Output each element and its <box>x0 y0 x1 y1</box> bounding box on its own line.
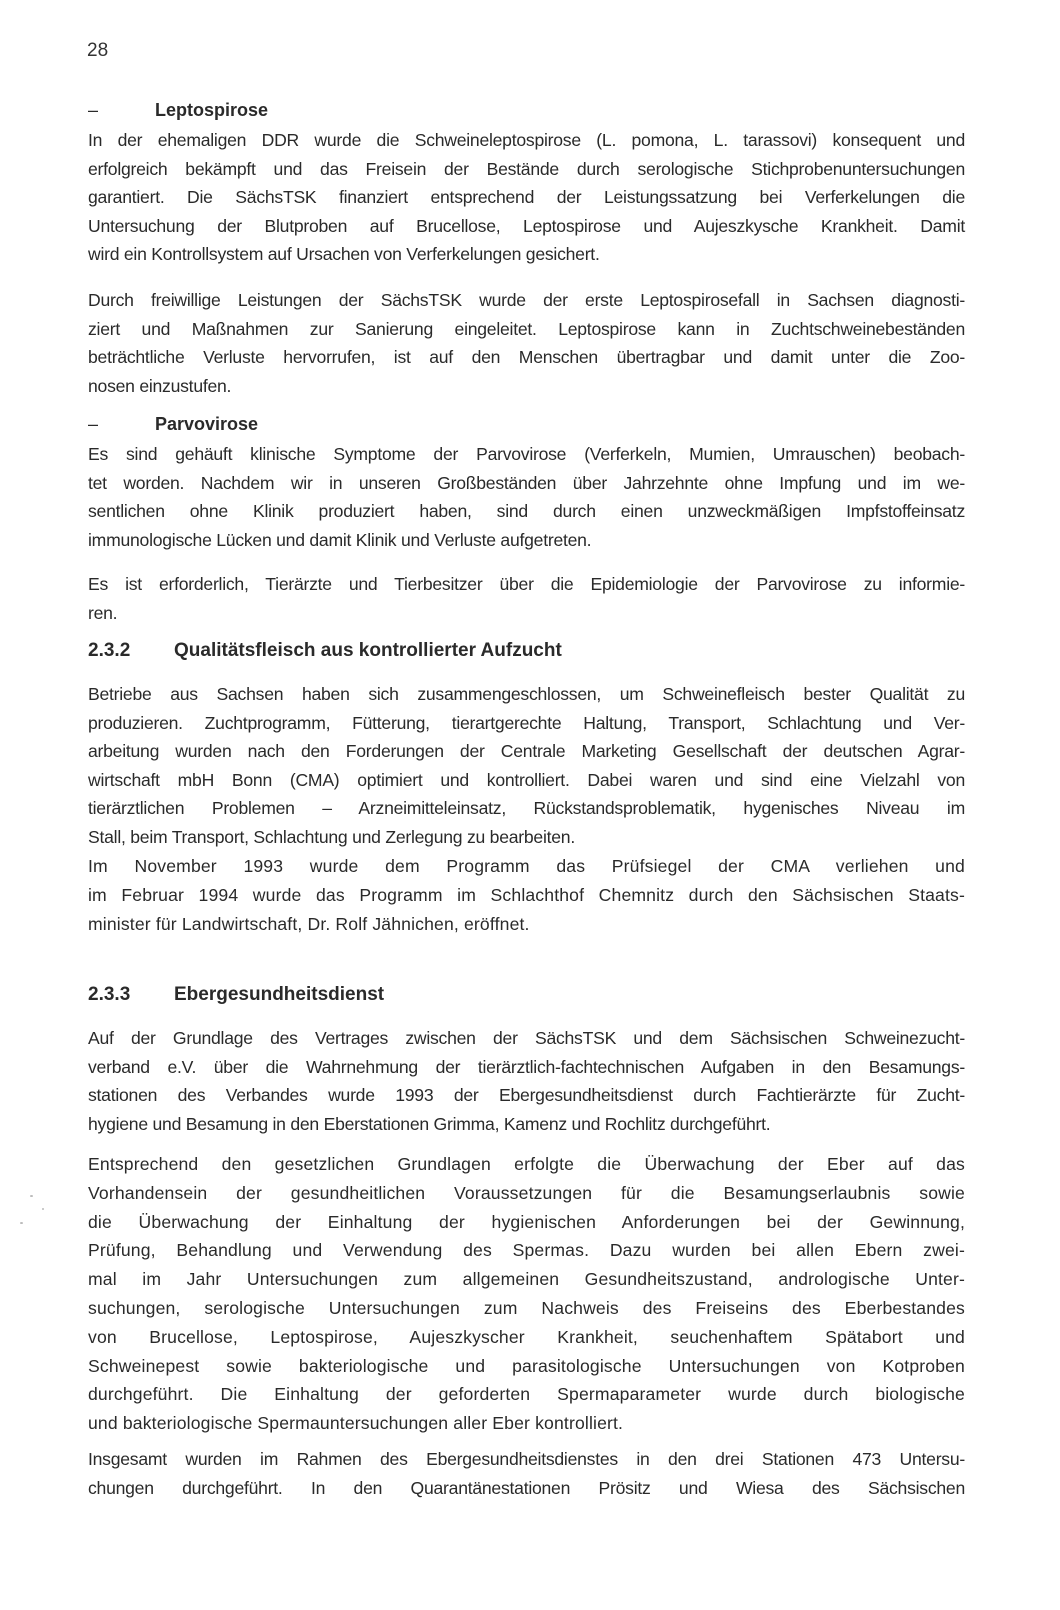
text-line: ren. <box>88 602 118 623</box>
text-line: Vorhandensein der gesundheitlichen Voraussetzungen für die Besamungserlaubnis sowie <box>88 1182 965 1203</box>
text-line: garantiert. Die SächsTSK finanziert entsprechend der Leistungssatzung bei Verferkelungen die <box>88 187 965 207</box>
text-line: hygiene und Besamung in den Eberstationen Grimma, Kamenz und Rochlitz durchgeführt. <box>88 1113 771 1134</box>
subheading-parvovirose <box>88 414 258 435</box>
text-line: Stall, beim Transport, Schlachtung und Zerlegung zu bearbeiten. <box>88 826 575 847</box>
paragraph-2-3-3-2 <box>88 1150 965 1438</box>
text-line: sentlichen ohne Klinik produziert haben, sind durch einen unzweckmäßigen Impfstoffeinsatz <box>88 501 965 521</box>
text-line: chungen durchgeführt. In den Quarantänestationen Prösitz und Wiesa des Sächsischen <box>88 1477 965 1498</box>
text-line: mal im Jahr Untersuchungen zum allgemeinen Gesundheitszustand, andrologische Unter- <box>88 1269 965 1290</box>
scan-speck <box>42 1208 44 1210</box>
text-line: minister für Landwirtschaft, Dr. Rolf Jähnichen, eröffnet. <box>88 913 530 934</box>
text-line: beträchtliche Verluste hervorrufen, ist auf den Menschen übertragbar und damit unter die Zoo- <box>88 347 965 367</box>
text-line: immunologische Lücken und damit Klinik und Verluste aufgetreten. <box>88 529 592 550</box>
text-line: Entsprechend den gesetzlichen Grundlagen erfolgte die Überwachung der Eber auf das <box>88 1154 965 1174</box>
paragraph-2-3-3-1 <box>88 1024 965 1138</box>
text-line: durchgeführt. Die Einhaltung der geforderten Spermaparameter wurde durch biologische <box>88 1384 965 1405</box>
text-line: im Februar 1994 wurde das Programm im Schlachthof Chemnitz durch den Sächsischen Staats- <box>88 884 965 905</box>
text-line: tet worden. Nachdem wir in unseren Großbeständen über Jahrzehnte ohne Impfung und im we- <box>88 472 965 493</box>
scan-speck <box>20 1222 23 1224</box>
text-line: Es ist erforderlich, Tierärzte und Tierbesitzer über die Epidemiologie der Parvovirose zu informie- <box>88 574 965 594</box>
text-line: Durch freiwillige Leistungen der SächsTSK wurde der erste Leptospirosefall in Sachsen diagnosti- <box>88 290 965 310</box>
subheading-title: Parvovirose <box>155 414 259 434</box>
text-line: produzieren. Zuchtprogramm, Fütterung, tierartgerechte Haltung, Transport, Schlachtung und Ver- <box>88 712 965 733</box>
paragraph-2-3-2-2 <box>88 852 965 938</box>
dash-bullet: – <box>88 100 99 120</box>
text-line: In der ehemaligen DDR wurde die Schweineleptospirose (L. pomona, L. tarassovi) konsequent und <box>88 130 965 150</box>
text-line: ziert und Maßnahmen zur Sanierung eingeleitet. Leptospirose kann in Zuchtschweinebeständen <box>88 318 965 339</box>
paragraph-2-3-3-3 <box>88 1445 965 1502</box>
section-number: 2.3.2 <box>88 640 131 661</box>
text-line: die Überwachung der Einhaltung der hygienischen Anforderungen bei der Gewinnung, <box>88 1211 965 1232</box>
text-line: Prüfung, Behandlung und Verwendung des Spermas. Dazu wurden bei allen Ebern zwei- <box>88 1240 965 1261</box>
text-line: verband e.V. über die Wahrnehmung der tierärztlich-fachtechnischen Aufgaben in den Besamungs- <box>88 1056 965 1077</box>
section-heading-2-3-3 <box>88 984 384 1006</box>
text-line: Auf der Grundlage des Vertrages zwischen der SächsTSK und dem Sächsischen Schweinezucht- <box>88 1028 965 1048</box>
text-line: wirtschaft mbH Bonn (CMA) optimiert und kontrolliert. Dabei waren und sind eine Vielzahl von <box>88 769 965 790</box>
text-line: von Brucellose, Leptospirose, Aujeszkyscher Krankheit, seuchenhaftem Spätabort und <box>88 1326 965 1347</box>
section-title: Ebergesundheitsdienst <box>174 984 385 1005</box>
text-line: wird ein Kontrollsystem auf Ursachen von Verferkelungen gesichert. <box>88 244 600 264</box>
paragraph-2-3-2-1 <box>88 680 965 851</box>
text-line: suchungen, serologische Untersuchungen zum Nachweis des Freiseins des Eberbestandes <box>88 1297 965 1318</box>
text-line: Es sind gehäuft klinische Symptome der Parvovirose (Verferkeln, Mumien, Umrauschen) beobach- <box>88 444 965 464</box>
paragraph-leptospirose-1 <box>88 126 965 269</box>
text-line: Schweinepest sowie bakteriologische und parasitologische Untersuchungen von Kotproben <box>88 1355 965 1376</box>
paragraph-leptospirose-2 <box>88 286 965 400</box>
text-line: erfolgreich bekämpft und das Freisein der Bestände durch serologische Stichprobenuntersuchungen <box>88 158 965 179</box>
paragraph-parvovirose-1 <box>88 440 965 554</box>
text-line: tierärztlichen Problemen – Arzneimitteleinsatz, Rückstandsproblematik, hygenisches Niveau im <box>88 798 965 818</box>
text-line: nosen einzustufen. <box>88 375 232 396</box>
subheading-title: Leptospirose <box>155 100 269 120</box>
dash-bullet: – <box>88 414 99 434</box>
text-line: stationen des Verbandes wurde 1993 der Ebergesundheitsdienst durch Fachtierärzte für Zucht- <box>88 1085 965 1105</box>
page-number: 28 <box>87 40 109 61</box>
text-line: Im November 1993 wurde dem Programm das Prüfsiegel der CMA verliehen und <box>88 856 965 876</box>
text-line: arbeitung wurden nach den Forderungen der Centrale Marketing Gesellschaft der deutschen Agrar- <box>88 741 965 761</box>
text-line: Insgesamt wurden im Rahmen des Ebergesundheitsdienstes in den drei Stationen 473 Untersu- <box>88 1449 965 1469</box>
subheading-leptospirose <box>88 100 268 121</box>
paragraph-parvovirose-2 <box>88 570 965 627</box>
text-line: Betriebe aus Sachsen haben sich zusammengeschlossen, um Schweinefleisch bester Qualität zu <box>88 684 965 704</box>
text-line: und bakteriologische Spermauntersuchungen aller Eber kontrolliert. <box>88 1413 624 1434</box>
section-heading-2-3-2 <box>88 640 562 662</box>
section-number: 2.3.3 <box>88 984 131 1005</box>
section-title: Qualitätsfleisch aus kontrollierter Aufzucht <box>174 640 562 661</box>
scan-speck <box>30 1195 33 1197</box>
text-line: Untersuchung der Blutproben auf Brucellose, Leptospirose und Aujeszkysche Krankheit. Damit <box>88 215 965 236</box>
